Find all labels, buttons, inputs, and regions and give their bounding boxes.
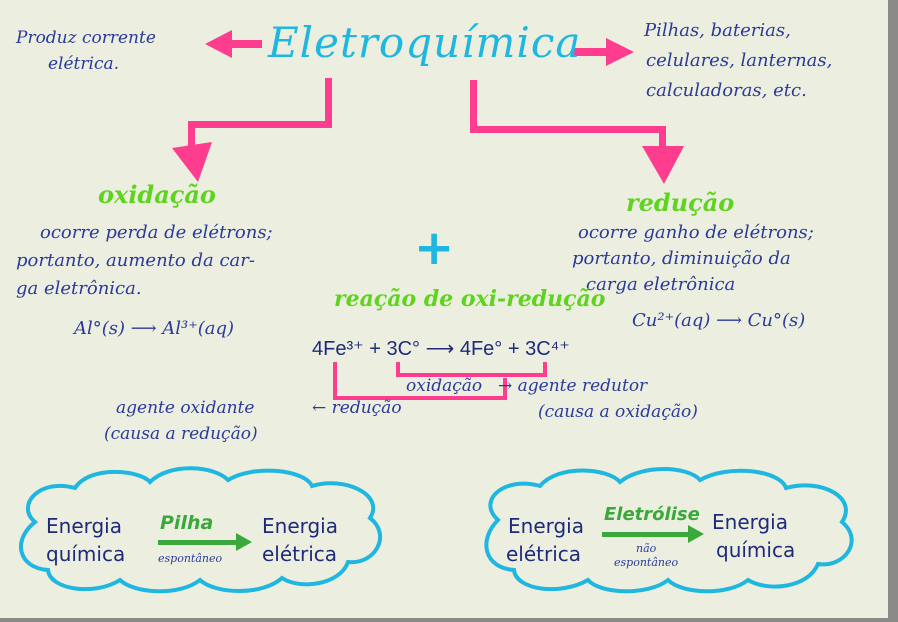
- redox-bracket-oxidation: [398, 362, 545, 375]
- cloud-left-from-2: química: [46, 542, 126, 566]
- cloud-left-to-1: Energia: [262, 514, 338, 538]
- cloud-right-from-1: Energia: [508, 514, 584, 538]
- oxidation-equation: Al°(s) ⟶ Al³⁺(aq): [74, 318, 235, 339]
- oxidation-text-2: portanto, aumento da car-: [16, 250, 255, 271]
- cloud-left-arrow: [158, 533, 252, 551]
- cloud-left-from-1: Energia: [46, 514, 122, 538]
- reduction-text-1: ocorre ganho de elétrons;: [578, 222, 814, 243]
- cloud-right-from-2: elétrica: [506, 542, 582, 566]
- arrow-to-left-note: [205, 30, 262, 58]
- cloud-right-arrow: [602, 525, 704, 543]
- oxidizing-agent-label: agente oxidante: [116, 398, 255, 418]
- cloud-right-to-1: Energia: [712, 510, 788, 534]
- cloud-left-process: Pilha: [160, 512, 214, 534]
- reducing-agent-note: (causa a oxidação): [538, 402, 698, 422]
- oxidation-text-3: ga eletrônica.: [16, 278, 142, 299]
- redox-reduction-label: ← redução: [312, 398, 402, 418]
- redox-oxidation-label: oxidação: [406, 376, 483, 396]
- cloud-left-sub: espontâneo: [158, 552, 223, 565]
- redox-heading: reação de oxi-redução: [334, 286, 606, 312]
- reduction-equation: Cu²⁺(aq) ⟶ Cu°(s): [632, 310, 806, 331]
- redox-equation: 4Fe³⁺ + 3C° ⟶ 4Fe° + 3C⁴⁺: [312, 338, 570, 360]
- reduction-text-2: portanto, diminuição da: [572, 248, 791, 269]
- right-note-line-1: Pilhas, baterias,: [644, 20, 791, 41]
- oxidation-text-1: ocorre perda de elétrons;: [40, 222, 273, 243]
- right-note-line-2: celulares, lanternas,: [646, 50, 833, 71]
- oxidation-heading: oxidação: [98, 180, 216, 209]
- cloud-left-to-2: elétrica: [262, 542, 338, 566]
- arrow-to-oxidation: [172, 78, 332, 182]
- reduction-text-3: carga eletrônica: [586, 274, 736, 295]
- right-note-line-3: calculadoras, etc.: [646, 80, 807, 101]
- left-note-line-2: elétrica.: [48, 54, 120, 74]
- reducing-agent-label: → agente redutor: [498, 376, 648, 396]
- cloud-right-to-2: química: [716, 538, 796, 562]
- cloud-right-sub-1: não: [636, 542, 657, 555]
- cloud-right-sub-2: espontâneo: [614, 556, 679, 569]
- cloud-right-process: Eletrólise: [604, 504, 700, 525]
- plus-sign: +: [414, 220, 455, 276]
- oxidizing-agent-note: (causa a redução): [104, 424, 258, 444]
- page-title: Eletroquímica: [268, 18, 582, 67]
- reduction-heading: redução: [626, 188, 735, 217]
- left-note-line-1: Produz corrente: [16, 28, 156, 48]
